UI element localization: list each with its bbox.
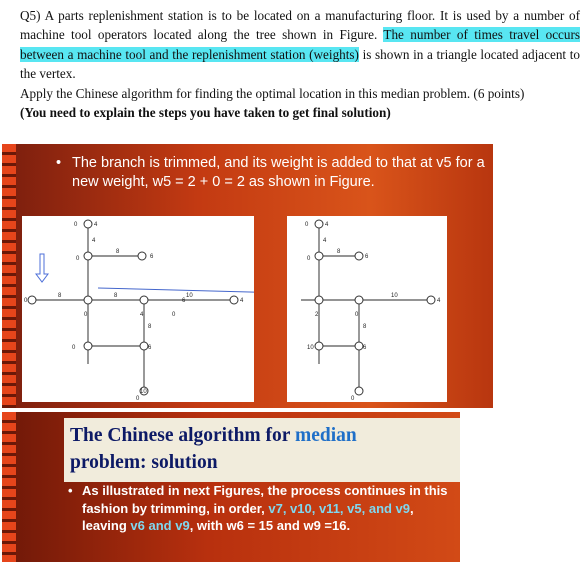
edge-label: 4 bbox=[92, 238, 96, 244]
node-label: 10 bbox=[307, 345, 314, 351]
title-part: The Chinese algorithm for bbox=[70, 425, 295, 446]
slide-stripe-decoration bbox=[2, 144, 16, 408]
weight-triangle: 0 bbox=[24, 298, 28, 304]
bullet-dot: • bbox=[68, 483, 73, 498]
node-label: 4 bbox=[94, 222, 98, 228]
weight-triangle: 4 bbox=[140, 312, 144, 318]
slide1-bullet bbox=[56, 154, 487, 192]
bullet-text: As illustrated in next Figures, the process continues in this fashion by trimming, in order, bbox=[82, 483, 448, 516]
title-part: problem: solution bbox=[70, 452, 218, 473]
edge-label: 8 bbox=[337, 249, 341, 255]
slide2-bullet bbox=[68, 482, 452, 535]
remaining-vertices: v6 and v9 bbox=[130, 518, 190, 533]
weight-triangle: 0 bbox=[307, 256, 311, 262]
highlighted-text: The number of times travel occurs between a machine tool and the replenishment station (weights) bbox=[20, 27, 581, 62]
weight-triangle: 6 bbox=[365, 254, 369, 260]
node-label: 10 bbox=[140, 389, 147, 395]
edge-label: 8 bbox=[114, 293, 118, 299]
slide-title bbox=[70, 422, 357, 476]
question-instruction: Apply the Chinese algorithm for finding the optimal location in this median problem. (6 points) bbox=[20, 85, 525, 101]
question-line1: Q5) A parts replenishment station is to be located on a manufacturing floor. It is used by a number of machine tool operators located along the tree shown in Figure. bbox=[20, 8, 580, 43]
edge-label: 8 bbox=[58, 293, 62, 299]
node-label: 4 bbox=[325, 222, 329, 228]
slide-stripe-decoration bbox=[2, 412, 16, 562]
weight-triangle: 0 bbox=[84, 312, 88, 318]
transition-arrow bbox=[98, 288, 254, 294]
weight-triangle: 0 bbox=[76, 256, 80, 262]
question-text bbox=[20, 6, 580, 122]
question-paragraph bbox=[20, 6, 580, 84]
title-part-median: median bbox=[294, 425, 357, 446]
tree-figure-after bbox=[287, 216, 447, 402]
bullet-dot: • bbox=[56, 155, 62, 171]
edge-label: 8 bbox=[148, 324, 152, 330]
down-arrow-icon bbox=[36, 254, 48, 282]
question-note: (You need to explain the steps you have taken to get final solution) bbox=[20, 105, 391, 121]
edge-label: 10 bbox=[391, 293, 398, 299]
weight-triangle: 4 bbox=[437, 298, 441, 304]
weight-triangle: 0 bbox=[351, 396, 355, 402]
slide-trimmed-branch bbox=[2, 144, 493, 408]
tree-diagram-after bbox=[287, 216, 447, 402]
weight-triangle: 0 bbox=[74, 222, 78, 228]
tree-figure-before bbox=[22, 216, 254, 402]
slide1-bullet-text: The branch is trimmed, and its weight is added to that at v5 for a new weight, w5 = 2 + 0 = 2 as shown in Figure. bbox=[72, 155, 485, 190]
weight-triangle: 0 bbox=[136, 396, 140, 402]
weight-triangle: 6 bbox=[182, 298, 186, 304]
trim-order: v7, v10, v11, v5, and v9 bbox=[268, 500, 411, 516]
tree-diagram-before bbox=[22, 216, 254, 402]
weight-triangle: 6 bbox=[150, 254, 154, 260]
weight-triangle: 6 bbox=[363, 345, 367, 351]
edge-label: 8 bbox=[363, 324, 367, 330]
bullet-text: , with w6 = 15 and w9 =16. bbox=[189, 518, 351, 533]
weight-triangle: 4 bbox=[240, 298, 244, 304]
edge-label: 10 bbox=[186, 293, 193, 299]
slide-title-box bbox=[64, 418, 460, 482]
weight-triangle: 6 bbox=[148, 345, 152, 351]
question-line1-tail: is shown in a triangle located adjacent to the vertex. bbox=[20, 46, 580, 82]
weight-triangle: 2 bbox=[315, 312, 319, 318]
bullet-text: , leaving bbox=[82, 500, 414, 533]
weight-triangle: 0 bbox=[172, 312, 176, 318]
weight-triangle: 0 bbox=[305, 222, 309, 228]
edge-label: 8 bbox=[116, 249, 120, 255]
weight-triangle: 0 bbox=[355, 312, 359, 318]
slide-chinese-algorithm bbox=[2, 412, 460, 562]
weight-triangle: 0 bbox=[72, 345, 76, 351]
edge-label: 4 bbox=[323, 238, 327, 244]
